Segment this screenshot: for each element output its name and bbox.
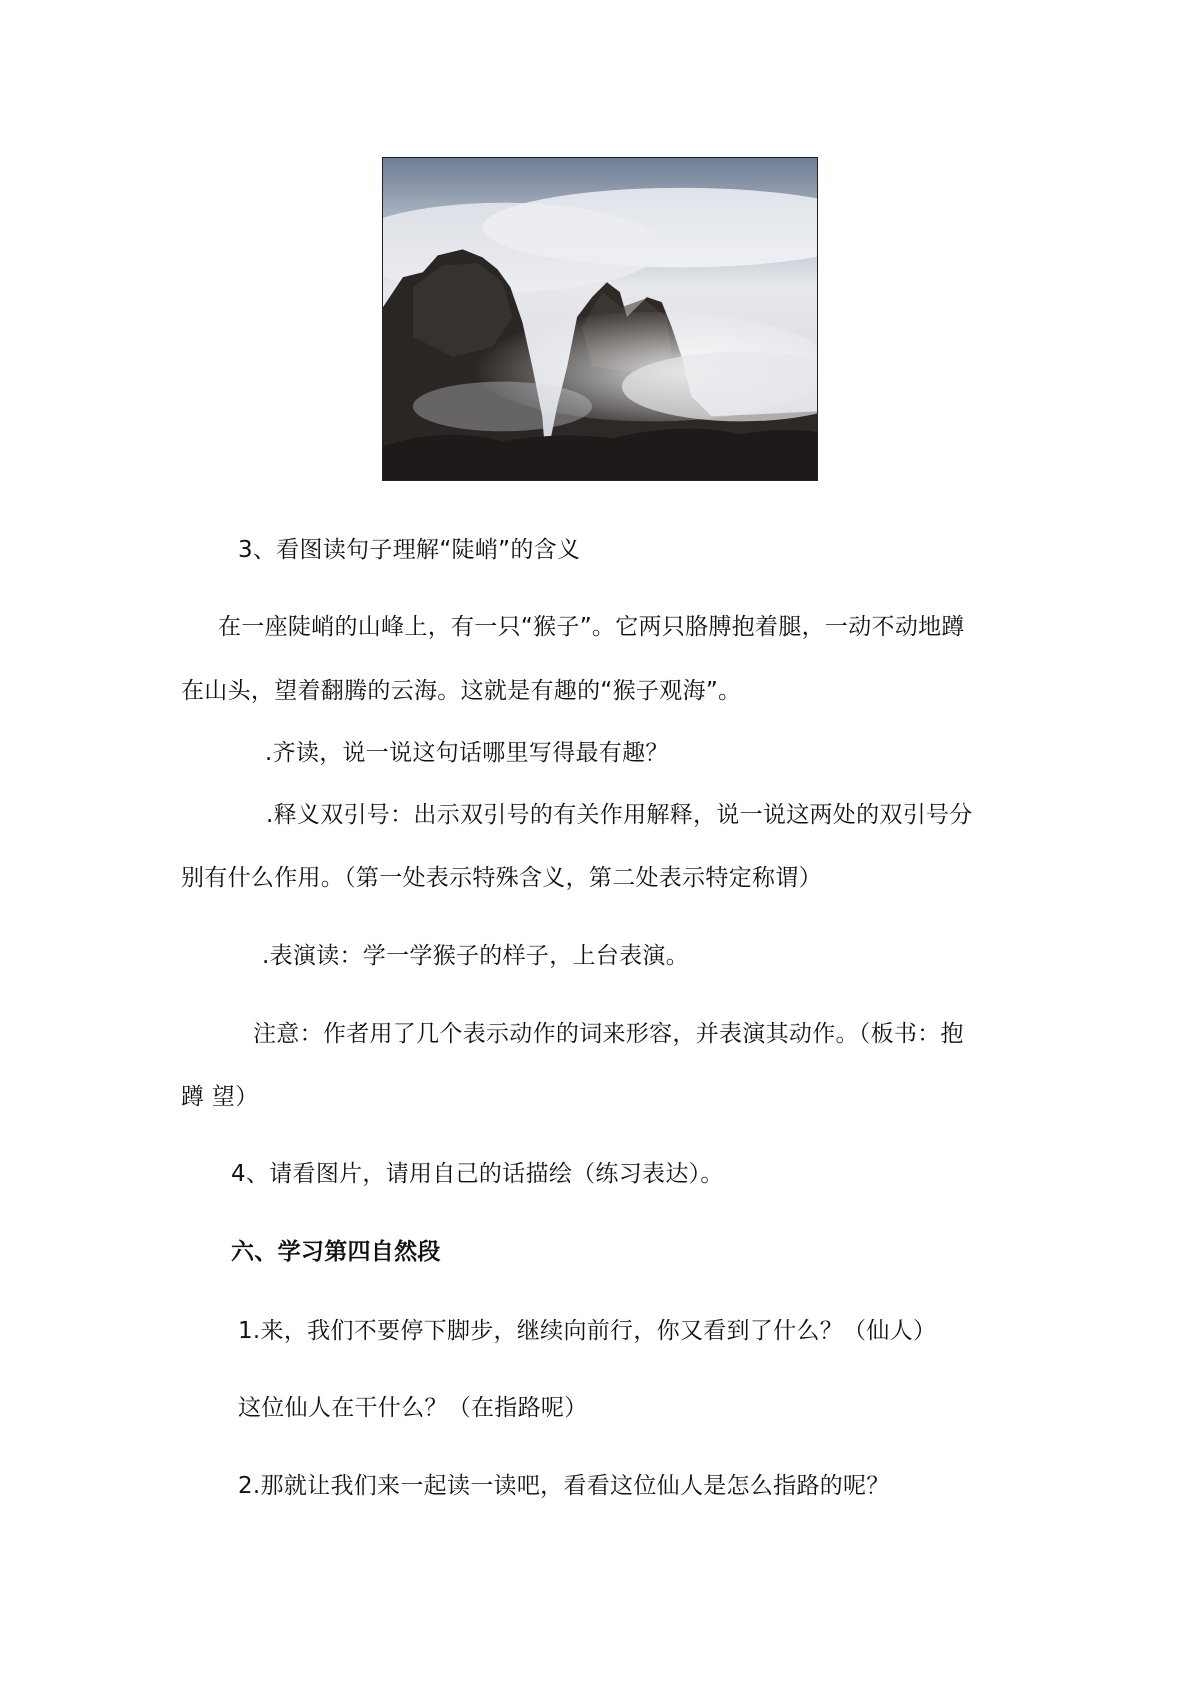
question-1-follow-up: 这位仙人在干什么？（在指路呢） [238,1395,588,1421]
item-performance-reading: .表演读：学一学猴子的样子，上台表演。 [262,943,690,969]
item-group-reading: .齐读，说一说这句话哪里写得最有趣？ [265,740,669,766]
item-quotes-explanation-line-1: .释义双引号：出示双引号的有关作用解释，说一说这两处的双引号分 [266,802,973,828]
section-6-heading: 六、学习第四自然段 [231,1239,441,1265]
passage-line-1: 在一座陡峭的山峰上，有一只“猴子”。它两只胳膊抱着腿，一动不动地蹲 [218,614,965,640]
step-3-heading: 3、看图读句子理解“陡峭”的含义 [238,537,581,563]
note-line-1: 注意：作者用了几个表示动作的词来形容，并表演其动作。（板书：抱 [253,1021,964,1047]
question-2: 2.那就让我们来一起读一读吧，看看这位仙人是怎么指路的呢？ [238,1473,890,1499]
item-quotes-explanation-line-2: 别有什么作用。（第一处表示特殊含义，第二处表示特定称谓） [181,865,822,891]
step-4-item: 4、请看图片，请用自己的话描绘（练习表达）。 [231,1161,724,1187]
note-line-2: 蹲 望） [181,1084,259,1110]
passage-line-2: 在山头，望着翻腾的云海。这就是有趣的“猴子观海”。 [181,678,742,704]
question-1: 1.来，我们不要停下脚步，继续向前行，你又看到了什么？（仙人） [238,1318,937,1344]
sea-of-clouds-photo [382,157,818,481]
